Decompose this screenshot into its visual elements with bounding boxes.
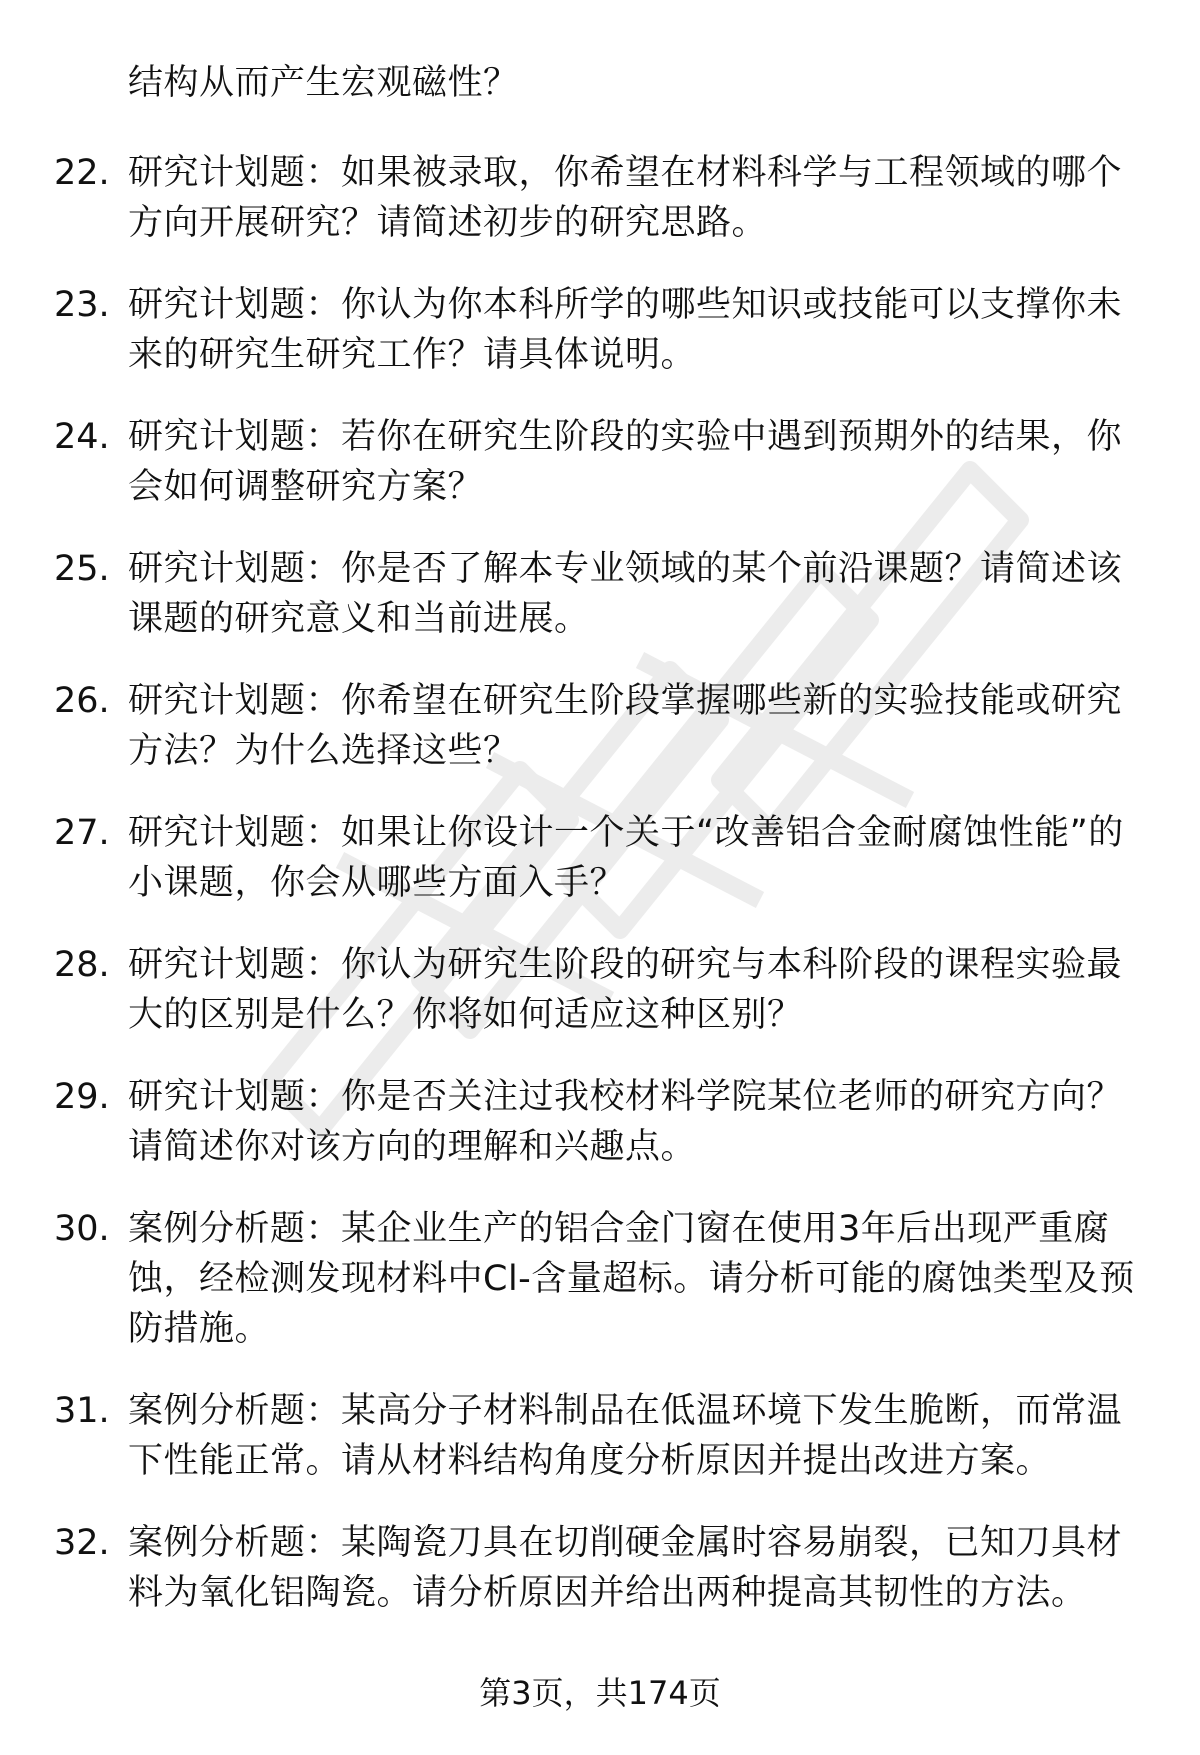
question-text: 研究计划题：你认为你本科所学的哪些知识或技能可以支撑你未来的研究生研究工作？请具体说明。 (128, 285, 1123, 375)
question-number: 22. (54, 153, 110, 193)
question-text: 案例分析题：某陶瓷刀具在切削硬金属时容易崩裂，已知刀具材料为氧化铝陶瓷。请分析原因并给出两种提高其韧性的方法。 (128, 1523, 1123, 1613)
question-item (0, 412, 1200, 512)
question-number: 27. (54, 813, 110, 853)
question-item (0, 940, 1200, 1040)
question-number: 32. (54, 1523, 110, 1563)
question-text: 研究计划题：你希望在研究生阶段掌握哪些新的实验技能或研究方法？为什么选择这些？ (128, 681, 1123, 771)
question-text: 研究计划题：你是否了解本专业领域的某个前沿课题？请简述该课题的研究意义和当前进展。 (128, 549, 1123, 639)
question-number: 31. (54, 1391, 110, 1431)
question-item (0, 1204, 1200, 1354)
question-number: 23. (54, 285, 110, 325)
question-number: 29. (54, 1077, 110, 1117)
question-item (0, 280, 1200, 380)
question-number: 25. (54, 549, 110, 589)
question-number: 28. (54, 945, 110, 985)
question-text: 案例分析题：某企业生产的铝合金门窗在使用3年后出现严重腐蚀，经检测发现材料中Cl-含量超标。请分析可能的腐蚀类型及预防措施。 (128, 1209, 1135, 1349)
question-text: 研究计划题：若你在研究生阶段的实验中遇到预期外的结果，你会如何调整研究方案？ (128, 417, 1123, 507)
question-item (0, 1518, 1200, 1618)
question-item (0, 676, 1200, 776)
question-number: 24. (54, 417, 110, 457)
question-number: 30. (54, 1209, 110, 1249)
question-item (0, 544, 1200, 644)
question-text: 研究计划题：如果让你设计一个关于“改善铝合金耐腐蚀性能”的小课题，你会从哪些方面入手？ (128, 813, 1124, 903)
question-list (0, 148, 1200, 1650)
question-item (0, 1072, 1200, 1172)
question-item (0, 148, 1200, 248)
question-number: 26. (54, 681, 110, 721)
question-item (0, 1386, 1200, 1486)
page-number-footer: 第3页，共174页 (479, 1674, 721, 1712)
question-text: 研究计划题：你是否关注过我校材料学院某位老师的研究方向？请简述你对该方向的理解和兴趣点。 (128, 1077, 1123, 1167)
continuation-text: 结构从而产生宏观磁性？ (128, 63, 519, 103)
question-text: 案例分析题：某高分子材料制品在低温环境下发生脆断，而常温下性能正常。请从材料结构角度分析原因并提出改进方案。 (128, 1391, 1123, 1481)
question-text: 研究计划题：如果被录取，你希望在材料科学与工程领域的哪个方向开展研究？请简述初步的研究思路。 (128, 153, 1123, 243)
question-item (0, 808, 1200, 908)
question-text: 研究计划题：你认为研究生阶段的研究与本科阶段的课程实验最大的区别是什么？你将如何适应这种区别？ (128, 945, 1123, 1035)
